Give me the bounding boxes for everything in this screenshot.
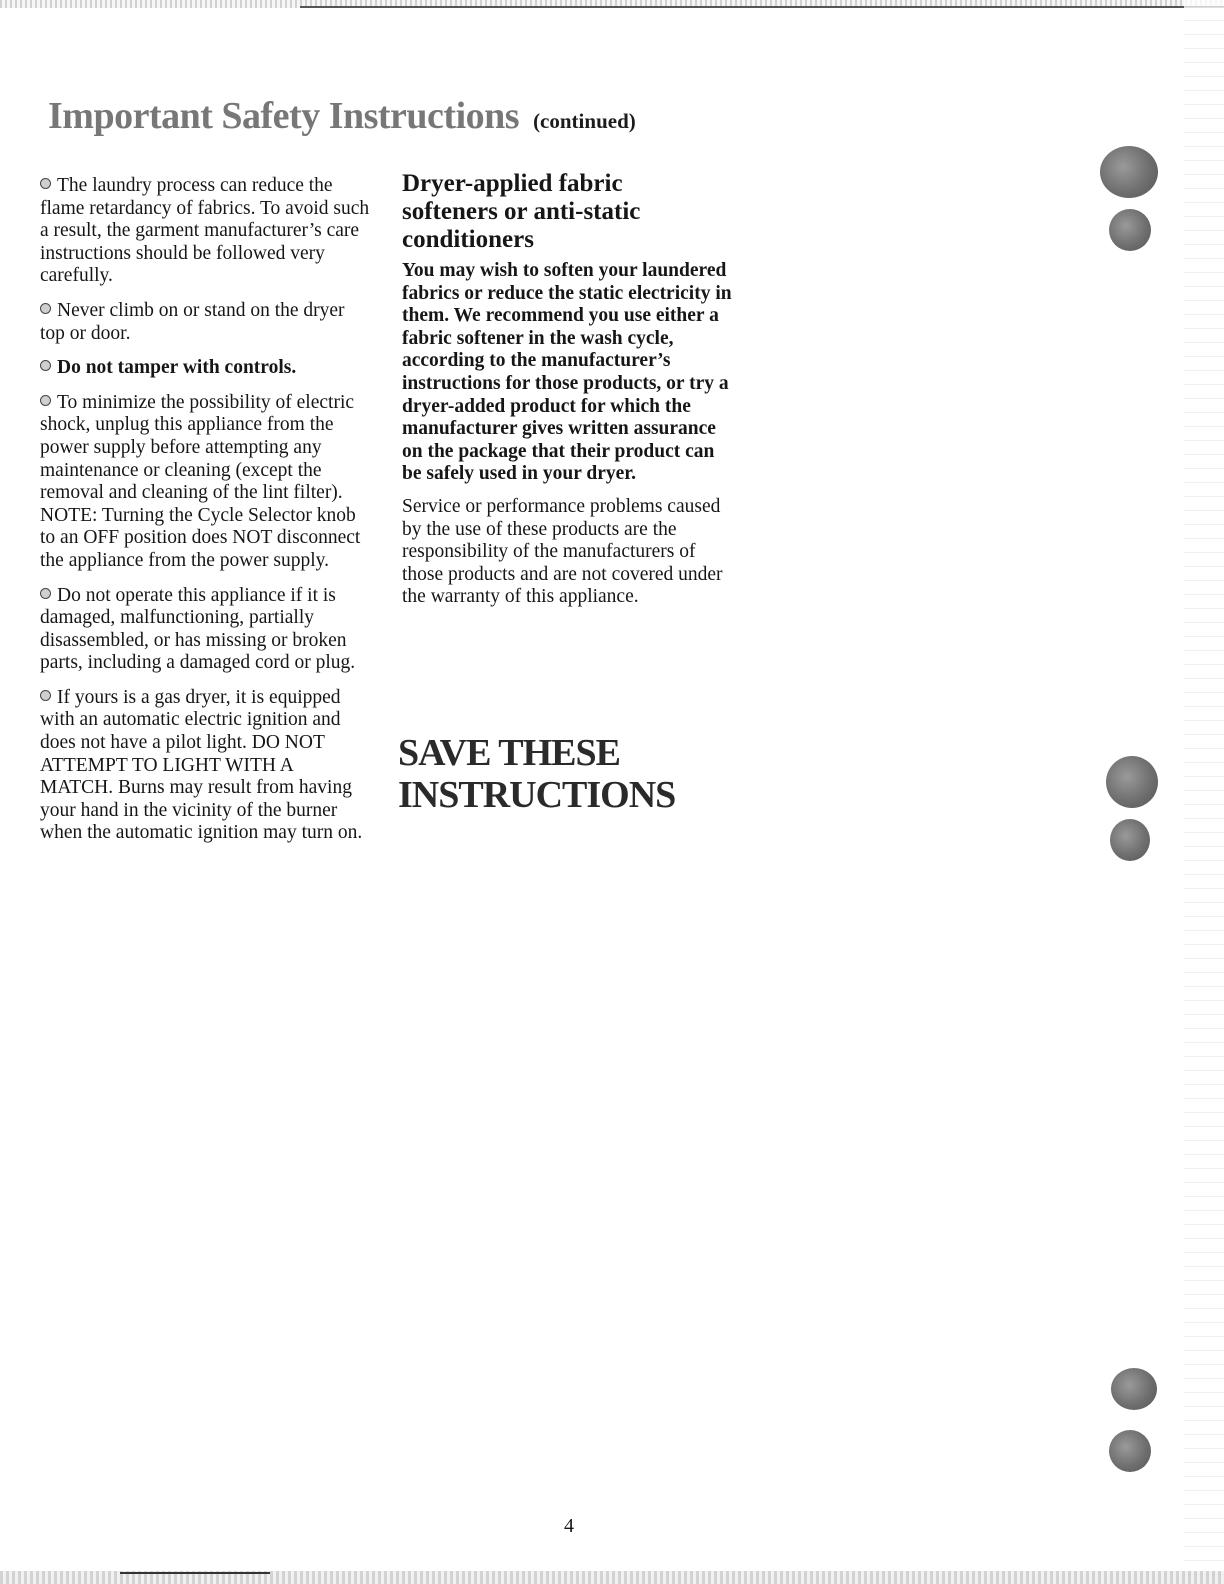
binder-hole-icon: [1110, 819, 1150, 861]
safety-item-text: Never climb on or stand on the dryer top or door.: [40, 299, 345, 344]
safety-item-gas-dryer: [40, 687, 370, 845]
fabric-softener-advice: You may wish to soften your laundered fabrics or reduce the static electricity in them. We recommend you use either a fabric softener in the wash cycle, according to the manufacturer’s instructions for those products, or try a dryer-added product for which the manufacturer gives written assurance on the package that their product can be safely used in your dryer.: [402, 260, 732, 485]
safety-item-controls: [40, 357, 370, 380]
warranty-note: Service or performance problems caused by the use of these products are the responsibility of the manufacturers of those products and are not covered under the warranty of this appliance.: [402, 495, 723, 608]
section-heading-line: Dryer-applied fabric: [402, 170, 623, 197]
bullet-icon: [40, 395, 51, 406]
safety-item-text: Do not operate this appliance if it is damaged, malfunctioning, partially disassembled, or has missing or broken parts, including a damaged cord or plug.: [40, 584, 356, 674]
scan-top-line: [300, 6, 1224, 8]
save-instructions-line: INSTRUCTIONS: [398, 774, 676, 816]
scan-bottom-line: [120, 1572, 270, 1574]
page-number: 4: [564, 1515, 574, 1537]
safety-item-electric-shock: [40, 392, 370, 573]
safety-item-text: To minimize the possibility of electric shock, unplug this appliance from the power supply before attempting any maintenance or cleaning (except the removal and cleaning of the lint filter). NOTE: Turning the Cycle Selector knob to an OFF position does NOT disconnect the appliance from the power supply.: [40, 391, 361, 571]
left-column: [40, 175, 370, 857]
bullet-icon: [40, 588, 51, 599]
safety-item-damaged: [40, 585, 370, 675]
save-instructions-line: SAVE THESE: [398, 732, 621, 774]
safety-item-climb: [40, 300, 370, 345]
save-instructions-heading: [398, 732, 675, 816]
binder-hole-icon: [1111, 1368, 1157, 1410]
safety-item-text: The laundry process can reduce the flame retardancy of fabrics. To avoid such a result, the garment manufacturer’s care instructions should be followed very carefully.: [40, 175, 370, 287]
page-title-text: Important Safety Instructions: [48, 95, 520, 137]
bullet-icon: [40, 690, 51, 701]
section-heading: [402, 170, 732, 254]
binder-hole-icon: [1106, 756, 1158, 808]
right-column: [402, 170, 732, 609]
section-heading-line: conditioners: [402, 226, 534, 253]
safety-item-flame-retardancy: [40, 175, 370, 288]
bullet-icon: [40, 178, 51, 189]
scan-right-edge: [1184, 0, 1224, 1584]
section-heading-line: softeners or anti-static: [402, 198, 641, 225]
binder-hole-icon: [1109, 1430, 1151, 1472]
binder-hole-icon: [1100, 146, 1158, 198]
binder-hole-icon: [1109, 209, 1151, 251]
bullet-icon: [40, 360, 51, 371]
safety-item-text: If yours is a gas dryer, it is equipped with an automatic electric ignition and does not have a pilot light. DO NOT ATTEMPT TO LIGHT WITH A MATCH. Burns may result from having your hand in the vicinity of the burner when the automatic ignition may turn on.: [40, 686, 363, 844]
bullet-icon: [40, 303, 51, 314]
page-title-continued: (continued): [533, 109, 636, 133]
safety-item-text: Do not tamper with controls.: [57, 357, 297, 379]
page-title: [48, 94, 636, 138]
